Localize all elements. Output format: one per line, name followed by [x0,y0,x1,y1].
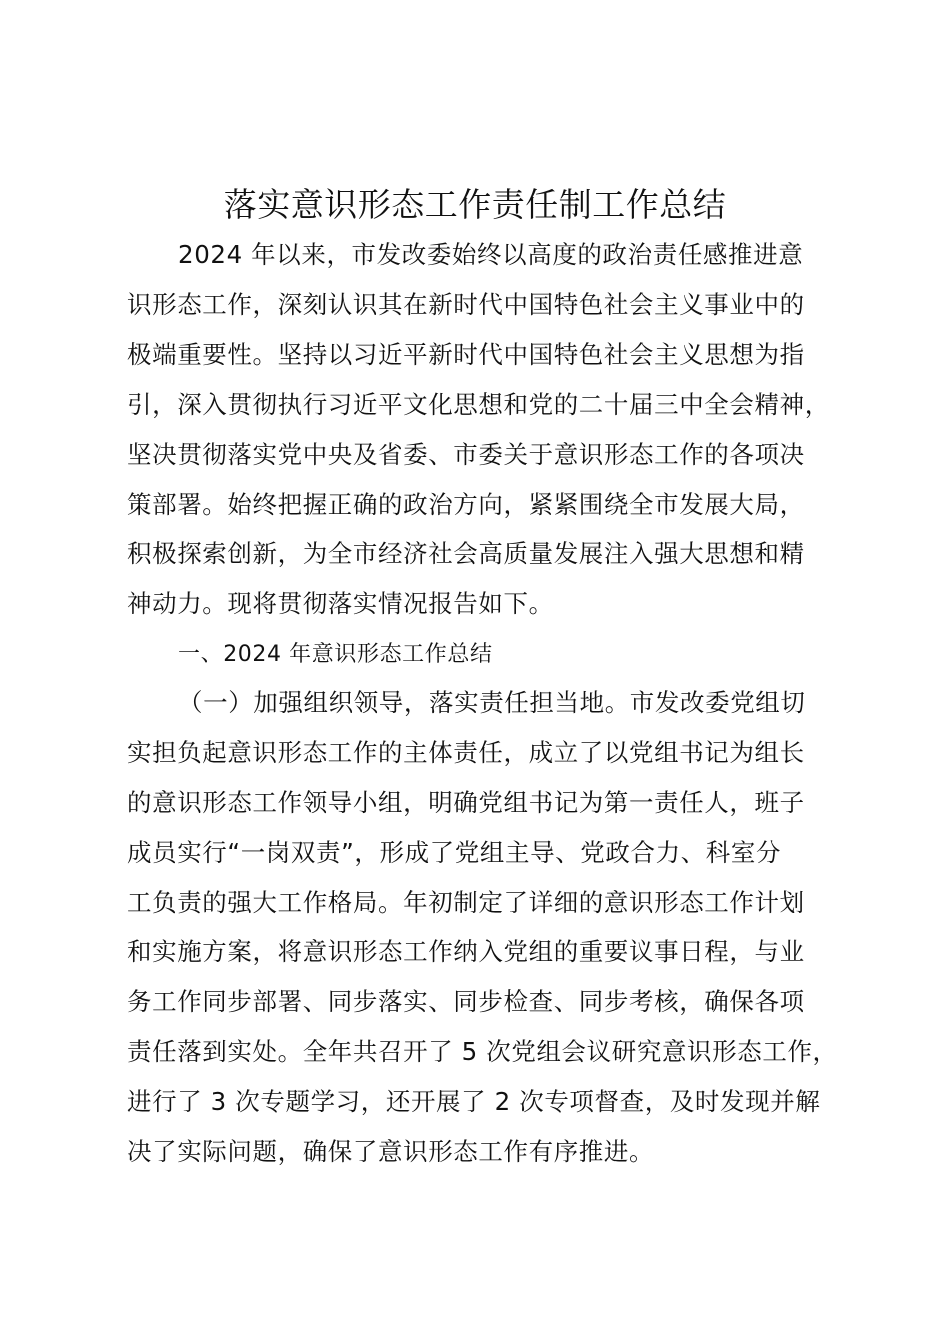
paragraph-line: 2024 年以来，市发改委始终以高度的政治责任感推进意 [178,240,804,269]
section-heading: 一、2024 年意识形态工作总结 [178,642,493,667]
paragraph-line: 积极探索创新，为全市经济社会高质量发展注入强大思想和精 [127,539,805,568]
paragraph-line: 实担负起意识形态工作的主体责任，成立了以党组书记为组长 [127,738,805,767]
paragraph-line: 和实施方案，将意识形态工作纳入党组的重要议事日程，与业 [127,937,805,966]
paragraph-line: 进行了 3 次专题学习，还开展了 2 次专项督查，及时发现并解 [127,1087,821,1116]
document-title: 落实意识形态工作责任制工作总结 [223,185,727,224]
paragraph-line: （一）加强组织领导，落实责任担当地。市发改委党组切 [178,688,806,717]
paragraph-line: 策部署。始终把握正确的政治方向，紧紧围绕全市发展大局， [127,490,805,519]
paragraph-line: 成员实行“一岗双责”，形成了党组主导、党政合力、科室分 [127,838,782,867]
paragraph-line: 坚决贯彻落实党中央及省委、市委关于意识形态工作的各项决 [127,440,805,469]
paragraph-line: 决了实际问题，确保了意识形态工作有序推进。 [127,1137,655,1166]
paragraph-line: 极端重要性。坚持以习近平新时代中国特色社会主义思想为指 [127,340,805,369]
paragraph-line: 的意识形态工作领导小组，明确党组书记为第一责任人，班子 [127,788,805,817]
paragraph-line: 工负责的强大工作格局。年初制定了详细的意识形态工作计划 [127,888,805,917]
paragraph-line: 引，深入贯彻执行习近平文化思想和党的二十届三中全会精神， [127,390,830,419]
paragraph-line: 务工作同步部署、同步落实、同步检查、同步考核，确保各项 [127,987,805,1016]
paragraph-line: 识形态工作，深刻认识其在新时代中国特色社会主义事业中的 [127,290,805,319]
paragraph-line: 责任落到实处。全年共召开了 5 次党组会议研究意识形态工作， [127,1037,838,1066]
paragraph-line: 神动力。现将贯彻落实情况报告如下。 [127,589,554,618]
